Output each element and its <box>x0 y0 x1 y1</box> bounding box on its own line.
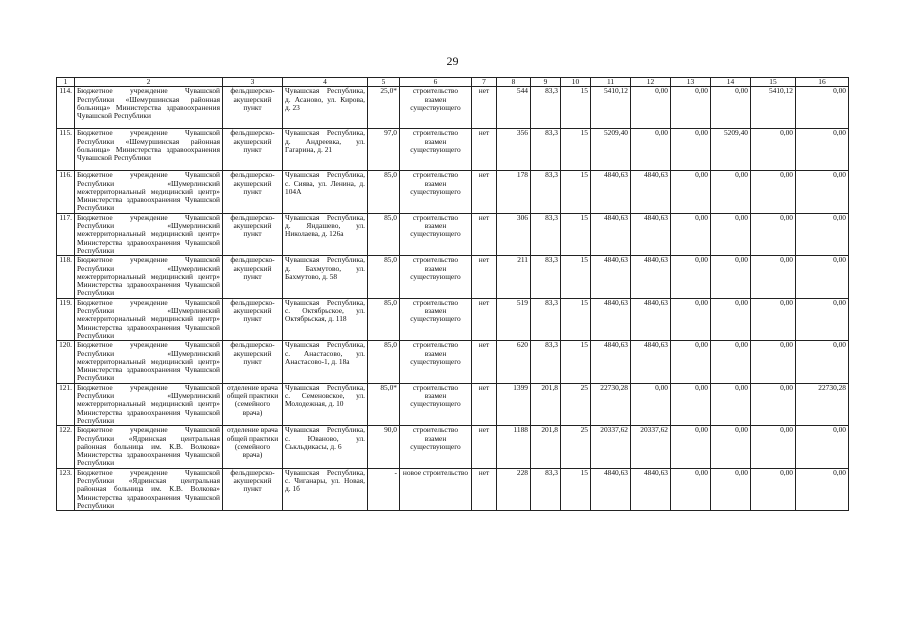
value-col-9: 201,8 <box>531 383 561 425</box>
population-value: 1188 <box>497 426 531 468</box>
facility-type: фельдшерско-акушерский пункт <box>223 468 283 510</box>
total-cost: 5410,12 <box>591 87 631 129</box>
area-value: 85,0* <box>368 383 400 425</box>
column-header: 2 <box>75 78 223 87</box>
value-col-10: 15 <box>561 213 591 255</box>
cost-col-12: 4840,63 <box>631 213 671 255</box>
total-cost: 4840,63 <box>591 468 631 510</box>
cost-col-14: 0,00 <box>711 341 751 383</box>
value-col-9: 201,8 <box>531 426 561 468</box>
flag-value: нет <box>472 129 497 171</box>
facility-type: фельдшерско-акушерский пункт <box>223 256 283 298</box>
column-header: 15 <box>751 78 796 87</box>
cost-col-15: 0,00 <box>751 298 796 340</box>
population-value: 228 <box>497 468 531 510</box>
population-value: 1399 <box>497 383 531 425</box>
cost-col-14: 0,00 <box>711 87 751 129</box>
table-row <box>57 468 849 510</box>
table-row <box>57 87 849 129</box>
column-number-row <box>57 78 849 87</box>
area-value: 85,0 <box>368 213 400 255</box>
cost-col-12: 4840,63 <box>631 468 671 510</box>
table-row <box>57 298 849 340</box>
cost-col-16: 0,00 <box>796 87 849 129</box>
column-header: 3 <box>223 78 283 87</box>
facility-type: отделение врача общей практики (семейного врача) <box>223 383 283 425</box>
flag-value: нет <box>472 298 497 340</box>
facility-type: фельдшерско-акушерский пункт <box>223 341 283 383</box>
cost-col-13: 0,00 <box>671 171 711 213</box>
table-row <box>57 171 849 213</box>
value-col-10: 15 <box>561 341 591 383</box>
cost-col-12: 4840,63 <box>631 171 671 213</box>
cost-col-13: 0,00 <box>671 426 711 468</box>
facility-address: Чувашская Республика, с. Сиява, ул. Ленина, д. 104А <box>283 171 368 213</box>
institution-name: Бюджетное учреждение Чувашской Республики «Ядринская центральная районная больница им. К.В. Волкова» Министерства здравоохранения Чувашской Республики <box>75 468 223 510</box>
cost-col-12: 20337,62 <box>631 426 671 468</box>
cost-col-14: 5209,40 <box>711 129 751 171</box>
cost-col-15: 0,00 <box>751 256 796 298</box>
cost-col-13: 0,00 <box>671 383 711 425</box>
row-number: 118. <box>57 256 75 298</box>
column-header: 11 <box>591 78 631 87</box>
row-number: 123. <box>57 468 75 510</box>
institution-name: Бюджетное учреждение Чувашской Республики «Шумерлинский межтерриториальный медицинский центр» Министерства здравоохранения Чувашской Республики <box>75 383 223 425</box>
area-value: 25,0* <box>368 87 400 129</box>
area-value: 85,0 <box>368 171 400 213</box>
institution-name: Бюджетное учреждение Чувашской Республики «Шумерлинский межтерриториальный медицинский центр» Министерства здравоохранения Чувашской Республики <box>75 298 223 340</box>
value-col-10: 15 <box>561 171 591 213</box>
facility-address: Чувашская Республика, с. Юваново, ул. Ськльдикасы, д. 6 <box>283 426 368 468</box>
cost-col-16: 22730,28 <box>796 383 849 425</box>
value-col-10: 25 <box>561 383 591 425</box>
cost-col-15: 0,00 <box>751 383 796 425</box>
cost-col-12: 4840,63 <box>631 298 671 340</box>
population-value: 544 <box>497 87 531 129</box>
work-type: строительство взамен существующего <box>400 298 472 340</box>
cost-col-14: 0,00 <box>711 171 751 213</box>
flag-value: нет <box>472 426 497 468</box>
column-header: 4 <box>283 78 368 87</box>
facility-address: Чувашская Республика, д. Бахмутово, ул. Бахмутово, д. 58 <box>283 256 368 298</box>
table-row <box>57 383 849 425</box>
column-header: 7 <box>472 78 497 87</box>
value-col-10: 15 <box>561 256 591 298</box>
flag-value: нет <box>472 171 497 213</box>
facility-address: Чувашская Республика, с. Чиганары, ул. Новая, д. 1б <box>283 468 368 510</box>
value-col-9: 83,3 <box>531 129 561 171</box>
facility-address: Чувашская Республика, д. Андреевка, ул. Гагарина, д. 21 <box>283 129 368 171</box>
row-number: 119. <box>57 298 75 340</box>
population-value: 620 <box>497 341 531 383</box>
column-header: 16 <box>796 78 849 87</box>
cost-col-16: 0,00 <box>796 426 849 468</box>
population-value: 519 <box>497 298 531 340</box>
area-value: 85,0 <box>368 256 400 298</box>
work-type: строительство взамен существующего <box>400 171 472 213</box>
cost-col-13: 0,00 <box>671 341 711 383</box>
work-type: строительство взамен существующего <box>400 213 472 255</box>
total-cost: 4840,63 <box>591 341 631 383</box>
value-col-9: 83,3 <box>531 298 561 340</box>
total-cost: 20337,62 <box>591 426 631 468</box>
cost-col-16: 0,00 <box>796 341 849 383</box>
table-row <box>57 129 849 171</box>
population-value: 306 <box>497 213 531 255</box>
cost-col-14: 0,00 <box>711 468 751 510</box>
institution-name: Бюджетное учреждение Чувашской Республики «Шумерлинский межтерриториальный медицинский центр» Министерства здравоохранения Чувашской Республики <box>75 341 223 383</box>
institution-name: Бюджетное учреждение Чувашской Республики «Шумерлинский межтерриториальный медицинский центр» Министерства здравоохранения Чувашской Республики <box>75 213 223 255</box>
table-row <box>57 213 849 255</box>
cost-col-13: 0,00 <box>671 468 711 510</box>
facility-type: фельдшерско-акушерский пункт <box>223 87 283 129</box>
work-type: строительство взамен существующего <box>400 383 472 425</box>
flag-value: нет <box>472 468 497 510</box>
institution-name: Бюджетное учреждение Чувашской Республики «Шемуршинская районная больница» Министерства здравоохранения Чувашской Республики <box>75 129 223 171</box>
column-header: 9 <box>531 78 561 87</box>
cost-col-15: 0,00 <box>751 426 796 468</box>
institution-name: Бюджетное учреждение Чувашской Республики «Шумерлинский межтерриториальный медицинский центр» Министерства здравоохранения Чувашской Республики <box>75 171 223 213</box>
cost-col-13: 0,00 <box>671 129 711 171</box>
row-number: 114. <box>57 87 75 129</box>
page-number: 29 <box>446 54 459 68</box>
work-type: строительство взамен существующего <box>400 341 472 383</box>
cost-col-15: 0,00 <box>751 468 796 510</box>
cost-col-15: 0,00 <box>751 341 796 383</box>
value-col-9: 83,3 <box>531 341 561 383</box>
cost-col-15: 0,00 <box>751 171 796 213</box>
flag-value: нет <box>472 213 497 255</box>
area-value: 90,0 <box>368 426 400 468</box>
flag-value: нет <box>472 341 497 383</box>
cost-col-12: 0,00 <box>631 87 671 129</box>
flag-value: нет <box>472 256 497 298</box>
work-type: строительство взамен существующего <box>400 87 472 129</box>
value-col-9: 83,3 <box>531 171 561 213</box>
institution-name: Бюджетное учреждение Чувашской Республики «Ядринская центральная районная больница им. К.В. Волкова» Министерства здравоохранения Чувашской Республики <box>75 426 223 468</box>
column-header: 6 <box>400 78 472 87</box>
cost-col-15: 0,00 <box>751 129 796 171</box>
column-header: 1 <box>57 78 75 87</box>
work-type: строительство взамен существующего <box>400 129 472 171</box>
work-type: новое строительство <box>400 468 472 510</box>
total-cost: 22730,28 <box>591 383 631 425</box>
facility-address: Чувашская Республика, с. Анастасово, ул. Анастасово-1, д. 18а <box>283 341 368 383</box>
work-type: строительство взамен существующего <box>400 426 472 468</box>
value-col-10: 25 <box>561 426 591 468</box>
value-col-9: 83,3 <box>531 213 561 255</box>
cost-col-14: 0,00 <box>711 298 751 340</box>
flag-value: нет <box>472 87 497 129</box>
facilities-table <box>56 77 849 511</box>
cost-col-13: 0,00 <box>671 256 711 298</box>
row-number: 120. <box>57 341 75 383</box>
facility-type: фельдшерско-акушерский пункт <box>223 171 283 213</box>
value-col-10: 15 <box>561 129 591 171</box>
column-header: 5 <box>368 78 400 87</box>
institution-name: Бюджетное учреждение Чувашской Республики «Шумерлинский межтерриториальный медицинский центр» Министерства здравоохранения Чувашской Республики <box>75 256 223 298</box>
cost-col-13: 0,00 <box>671 87 711 129</box>
cost-col-16: 0,00 <box>796 171 849 213</box>
population-value: 356 <box>497 129 531 171</box>
value-col-10: 15 <box>561 468 591 510</box>
population-value: 178 <box>497 171 531 213</box>
row-number: 115. <box>57 129 75 171</box>
column-header: 14 <box>711 78 751 87</box>
column-header: 12 <box>631 78 671 87</box>
value-col-9: 83,3 <box>531 256 561 298</box>
column-header: 10 <box>561 78 591 87</box>
cost-col-16: 0,00 <box>796 256 849 298</box>
cost-col-14: 0,00 <box>711 213 751 255</box>
cost-col-12: 0,00 <box>631 129 671 171</box>
cost-col-12: 0,00 <box>631 383 671 425</box>
table-row <box>57 341 849 383</box>
cost-col-12: 4840,63 <box>631 256 671 298</box>
cost-col-13: 0,00 <box>671 213 711 255</box>
value-col-10: 15 <box>561 87 591 129</box>
row-number: 122. <box>57 426 75 468</box>
area-value: 85,0 <box>368 341 400 383</box>
total-cost: 5209,40 <box>591 129 631 171</box>
total-cost: 4840,63 <box>591 256 631 298</box>
cost-col-12: 4840,63 <box>631 341 671 383</box>
cost-col-14: 0,00 <box>711 256 751 298</box>
cost-col-13: 0,00 <box>671 298 711 340</box>
cost-col-16: 0,00 <box>796 298 849 340</box>
area-value: 97,0 <box>368 129 400 171</box>
facility-address: Чувашская Республика, д. Яндашево, ул. Николаева, д. 126а <box>283 213 368 255</box>
total-cost: 4840,63 <box>591 213 631 255</box>
area-value: 85,0 <box>368 298 400 340</box>
cost-col-15: 0,00 <box>751 213 796 255</box>
cost-col-15: 5410,12 <box>751 87 796 129</box>
facility-type: фельдшерско-акушерский пункт <box>223 213 283 255</box>
work-type: строительство взамен существующего <box>400 256 472 298</box>
total-cost: 4840,63 <box>591 171 631 213</box>
cost-col-16: 0,00 <box>796 468 849 510</box>
column-header: 13 <box>671 78 711 87</box>
table-row <box>57 256 849 298</box>
cost-col-14: 0,00 <box>711 383 751 425</box>
facility-address: Чувашская Республика, д. Асаново, ул. Кирова, д. 23 <box>283 87 368 129</box>
facility-type: фельдшерско-акушерский пункт <box>223 298 283 340</box>
row-number: 116. <box>57 171 75 213</box>
value-col-10: 15 <box>561 298 591 340</box>
column-header: 8 <box>497 78 531 87</box>
row-number: 117. <box>57 213 75 255</box>
value-col-9: 83,3 <box>531 468 561 510</box>
flag-value: нет <box>472 383 497 425</box>
total-cost: 4840,63 <box>591 298 631 340</box>
cost-col-14: 0,00 <box>711 426 751 468</box>
population-value: 211 <box>497 256 531 298</box>
institution-name: Бюджетное учреждение Чувашской Республики «Шемуршинская районная больница» Министерства здравоохранения Чувашской Республики <box>75 87 223 129</box>
cost-col-16: 0,00 <box>796 129 849 171</box>
table-row <box>57 426 849 468</box>
area-value: - <box>368 468 400 510</box>
facility-address: Чувашская Республика, с. Октябрьское, ул. Октябрьская, д. 118 <box>283 298 368 340</box>
row-number: 121. <box>57 383 75 425</box>
facility-type: отделение врача общей практики (семейного врача) <box>223 426 283 468</box>
facility-type: фельдшерско-акушерский пункт <box>223 129 283 171</box>
cost-col-16: 0,00 <box>796 213 849 255</box>
facility-address: Чувашская Республика, с. Семеновское, ул. Молодежная, д. 10 <box>283 383 368 425</box>
value-col-9: 83,3 <box>531 87 561 129</box>
